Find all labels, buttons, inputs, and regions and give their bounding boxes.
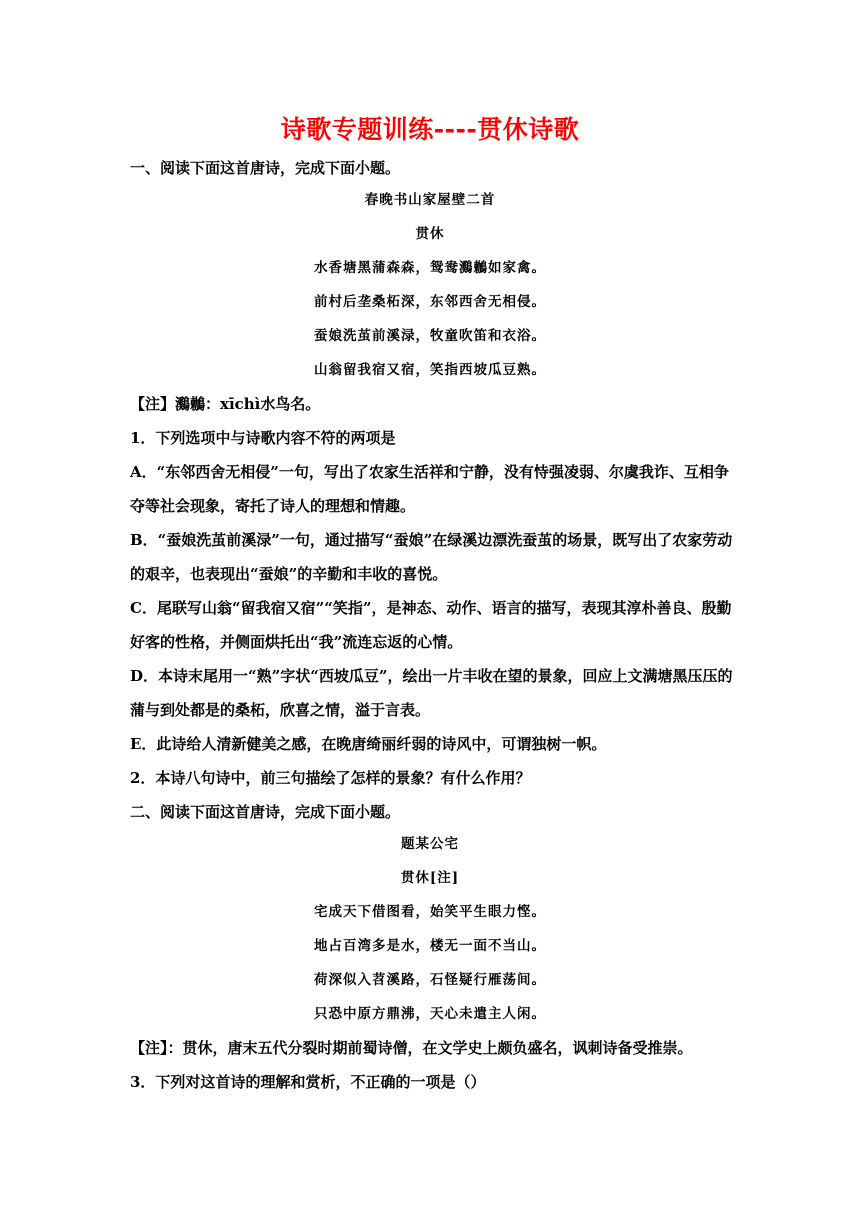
question-1: 1．下列选项中与诗歌内容不符的两项是 xyxy=(130,429,396,447)
poem1-line: 蚕娘洗茧前溪渌，牧童吹笛和衣浴。 xyxy=(314,328,546,344)
poem2-line: 荷深似入苕溪路，石怪疑行雁荡间。 xyxy=(314,972,546,988)
option-b-line1: B．“蚕娘洗茧前溪渌”一句，通过描写“蚕娘”在绿溪边漂洗蚕茧的场景，既写出了农家劳动 xyxy=(130,531,733,549)
option-c-line2: 好客的性格，并侧面烘托出“我”流连忘返的心情。 xyxy=(130,633,463,651)
question-3: 3．下列对这首诗的理解和赏析，不正确的一项是（） xyxy=(130,1073,486,1091)
option-e: E．此诗给人清新健美之感，在晚唐绮丽纤弱的诗风中，可谓独树一帜。 xyxy=(130,735,607,753)
page-title: 诗歌专题训练----贯休诗歌 xyxy=(280,115,580,144)
option-d-line1: D．本诗末尾用一“熟”字状“西坡瓜豆”，绘出一片丰收在望的景象，回应上文满塘黑压压的 xyxy=(130,667,733,685)
poem1-line: 山翁留我宿又宿，笑指西坡瓜豆熟。 xyxy=(314,362,546,378)
poem2-author: 贯休[注] xyxy=(400,870,460,886)
poem1-title: 春晚书山家屋壁二首 xyxy=(364,192,496,208)
poem2-note: 【注】：贯休，唐末五代分裂时期前蜀诗僧，在文学史上颇负盛名，讽刺诗备受推崇。 xyxy=(130,1039,693,1057)
poem2-line: 地占百湾多是水，楼无一面不当山。 xyxy=(314,938,546,954)
question-2: 2．本诗八句诗中，前三句描绘了怎样的景象？有什么作用？ xyxy=(130,769,531,787)
poem2-line: 只恐中原方鼎沸，天心未遣主人闲。 xyxy=(314,1006,546,1022)
poem1-note: 【注】鸂鶒：xīchì水鸟名。 xyxy=(130,395,321,413)
poem2-title: 题某公宅 xyxy=(401,836,459,852)
section2-heading: 二、阅读下面这首唐诗，完成下面小题。 xyxy=(130,803,401,821)
section1-heading: 一、阅读下面这首唐诗，完成下面小题。 xyxy=(130,159,401,177)
poem1-line: 前村后垄桑柘深，东邻西舍无相侵。 xyxy=(314,294,546,310)
option-b-line2: 的艰辛，也表现出“蚕娘”的辛勤和丰收的喜悦。 xyxy=(130,565,448,583)
option-d-line2: 蒲与到处都是的桑柘，欣喜之情，溢于言表。 xyxy=(130,701,431,719)
option-a-line2: 夺等社会现象，寄托了诗人的理想和情趣。 xyxy=(130,497,416,515)
option-c-line1: C．尾联写山翁“留我宿又宿”“笑指”，是神态、动作、语言的描写，表现其淳朴善良、殷勤 xyxy=(130,599,732,617)
poem1-author: 贯休 xyxy=(415,226,445,242)
poem2-line: 宅成天下借图看，始笑平生眼力悭。 xyxy=(314,904,546,920)
poem1-line: 水香塘黑蒲森森，鸳鸯鸂鶒如家禽。 xyxy=(314,260,546,276)
option-a-line1: A．“东邻西舍无相侵”一句，写出了农家生活祥和宁静，没有恃强凌弱、尔虞我诈、互相争 xyxy=(130,463,729,481)
